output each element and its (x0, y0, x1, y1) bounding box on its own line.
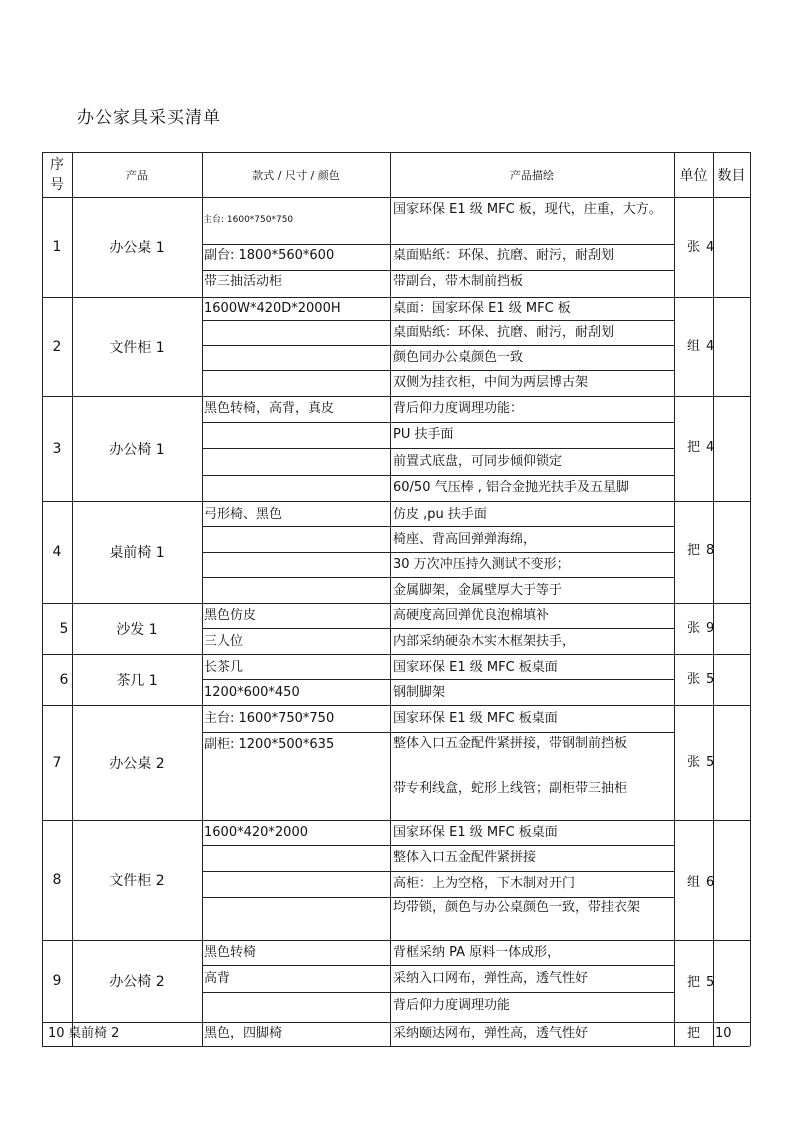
purchase-table (42, 152, 750, 1046)
desc-cell: 高柜：上为空格，下木制对开门 (393, 876, 576, 891)
unit-cell: 组 (687, 875, 701, 890)
spec-cell: 高背 (204, 971, 231, 986)
qty-cell: 5 (706, 755, 715, 770)
spec-cell: 黑色转椅 (204, 945, 257, 960)
qty-cell: 10 (715, 1026, 732, 1041)
header-unit: 单位 (679, 167, 708, 184)
spec-cell: 1600W*420D*2000H (204, 301, 341, 316)
product-name: 文件柜 1 (109, 339, 165, 356)
desc-cell: 钢制脚架 (393, 685, 446, 700)
desc-cell: 带专利线盒，蛇形上线管；副柜带三抽柜 (393, 781, 628, 796)
desc-cell: 带副台，带木制前挡板 (393, 274, 524, 289)
row-number: 7 (52, 754, 62, 771)
desc-cell: 背后仰力度调理功能 (393, 998, 511, 1013)
desc-cell: 桌面：国家环保 E1 级 MFC 板 (393, 301, 571, 316)
unit-cell: 张 (687, 240, 701, 255)
desc-cell: 桌面贴纸：环保、抗磨、耐污，耐刮划 (393, 248, 615, 263)
unit-cell: 张 (687, 755, 701, 770)
desc-cell: 整体入口五金配件紧拼接 (393, 850, 537, 865)
desc-cell: 背后仰力度调理功能： (393, 401, 524, 416)
unit-cell: 把 (687, 543, 701, 558)
product-name: 沙发 1 (116, 621, 158, 638)
header-product: 产品 (126, 168, 148, 182)
row-number: 1 (52, 239, 62, 255)
spec-cell: 主台: 1600*750*750 (203, 215, 294, 225)
header-desc: 产品描绘 (510, 168, 554, 182)
row-number: 6 (59, 671, 69, 688)
spec-cell: 1200*600*450 (204, 685, 300, 700)
unit-cell: 张 (687, 621, 701, 636)
unit-cell: 把 (687, 440, 701, 455)
row-number: 10 (48, 1026, 65, 1041)
spec-cell: 主台: 1600*750*750 (204, 711, 335, 726)
row-number: 3 (52, 440, 62, 457)
desc-cell: 60/50 气压棒 , 铝合金抛光扶手及五星脚 (393, 480, 629, 495)
qty-cell: 5 (706, 975, 715, 990)
qty-cell: 8 (706, 543, 715, 558)
header-qty: 数目 (717, 167, 746, 184)
qty-cell: 4 (706, 339, 715, 354)
product-name: 办公桌 1 (109, 240, 165, 256)
desc-cell: 高硬度高回弹优良泡棉填补 (393, 608, 550, 623)
desc-cell: 国家环保 E1 级 MFC 板桌面 (393, 660, 558, 675)
product-name: 茶几 1 (116, 672, 158, 689)
desc-cell: 背框采纳 PA 原料一体成形， (393, 945, 561, 960)
row-number: 9 (52, 973, 62, 989)
desc-cell: 采纳颐达网布，弹性高，透气性好 (393, 1026, 589, 1041)
desc-cell: 椅座、背高回弹弹海绵， (393, 532, 537, 547)
spec-cell: 三人位 (204, 634, 244, 649)
page-title: 办公家具采买清单 (77, 108, 221, 128)
spec-cell: 弓形椅、黑色 (204, 507, 283, 522)
product-name: 桌前椅 1 (109, 545, 165, 561)
header-spec: 款式 / 尺寸 / 颜色 (252, 168, 340, 182)
row-number: 2 (52, 338, 62, 355)
desc-cell: 国家环保 E1 级 MFC 板，现代，庄重，大方。 (393, 202, 662, 217)
product-name: 办公桌 2 (109, 755, 165, 772)
desc-cell: 30 万次冲压持久测试不变形； (393, 557, 570, 572)
qty-cell: 4 (706, 240, 715, 255)
desc-cell: 金属脚架，金属壁厚大于等于 (393, 583, 563, 598)
desc-cell: 双侧为挂衣柜，中间为两层博古架 (393, 375, 589, 390)
unit-cell: 把 (687, 1026, 701, 1041)
qty-cell: 5 (706, 672, 715, 687)
product-name: 办公椅 2 (109, 974, 165, 990)
desc-cell: 颜色同办公桌颜色一致 (393, 350, 524, 365)
spec-cell: 副台: 1800*560*600 (204, 248, 335, 263)
qty-cell: 4 (706, 440, 715, 455)
header-seq: 序 号 (50, 156, 64, 193)
desc-cell: 采纳入口网布，弹性高，透气性好 (393, 971, 589, 986)
desc-cell: 国家环保 E1 级 MFC 板桌面 (393, 825, 558, 840)
qty-cell: 9 (706, 621, 715, 636)
desc-cell: 内部采纳硬杂木实木框架扶手， (393, 634, 576, 649)
row-number: 8 (52, 872, 62, 888)
spec-cell: 长茶几 (204, 660, 244, 675)
desc-cell: 仿皮 ,pu 扶手面 (393, 507, 487, 522)
spec-cell: 1600*420*2000 (204, 825, 308, 840)
desc-cell: 均带锁，颜色与办公桌颜色一致，带挂衣架 (393, 900, 641, 915)
desc-cell: 桌面贴纸：环保、抗磨、耐污，耐刮划 (393, 325, 615, 340)
product-name: 桌前椅 2 (68, 1026, 120, 1041)
spec-cell: 黑色转椅，高背，真皮 (204, 401, 335, 416)
spec-cell: 副柜: 1200*500*635 (204, 737, 335, 752)
row-number: 4 (52, 544, 62, 560)
desc-cell: 整体入口五金配件紧拼接，带钢制前挡板 (393, 736, 628, 751)
unit-cell: 张 (687, 672, 701, 687)
product-name: 文件柜 2 (109, 873, 165, 889)
desc-cell: 国家环保 E1 级 MFC 板桌面 (393, 711, 558, 726)
unit-cell: 把 (687, 975, 701, 990)
row-number: 5 (59, 620, 69, 637)
spec-cell: 黑色仿皮 (204, 608, 257, 623)
desc-cell: 前置式底盘，可同步倾仰锁定 (393, 454, 563, 469)
spec-cell: 带三抽活动柜 (204, 274, 283, 289)
unit-cell: 组 (687, 339, 701, 354)
product-name: 办公椅 1 (109, 441, 165, 458)
desc-cell: PU 扶手面 (393, 427, 454, 442)
qty-cell: 6 (706, 875, 715, 890)
spec-cell: 黑色，四脚椅 (204, 1026, 283, 1041)
